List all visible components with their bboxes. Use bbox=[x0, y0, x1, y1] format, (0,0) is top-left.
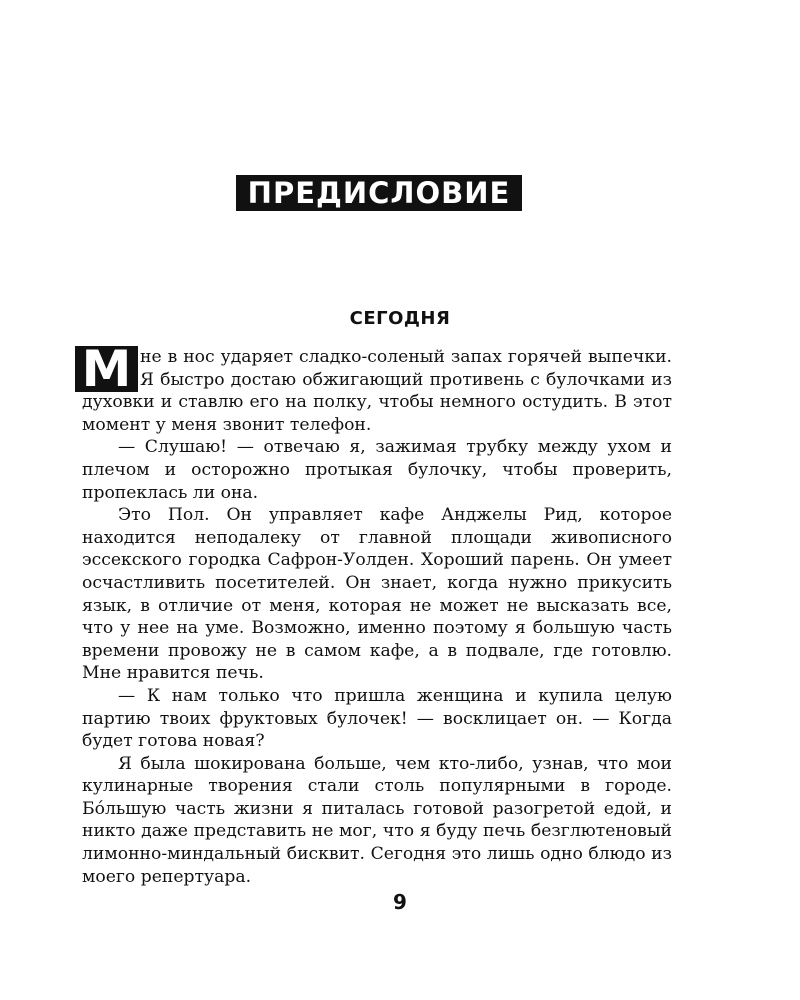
paragraph-2: — Слушаю! — отвечаю я, зажимая трубку между ухом и плечом и осторожно протыкая булочку, чтобы проверить, пропеклась ли она. bbox=[82, 437, 672, 503]
paragraph-4: — К нам только что пришла женщина и купила целую партию твоих фруктовых булочек! — восклицает он. — Когда будет готова новая? bbox=[82, 685, 672, 752]
page-number: 9 bbox=[393, 890, 407, 914]
paragraph-1 bbox=[82, 346, 672, 436]
body-text bbox=[82, 346, 672, 888]
paragraph-5: Я была шокирована больше, чем кто-либо, узнав, что мои кулинарные творения стали столь популярными в городе. Бóльшую часть жизни я питалась готовой разогретой едой, и никто даже представить не мог, что я буду печь безглютеновый лимонно-миндальный бисквит. Сегодня это лишь одно блюдо из моего репертуара. bbox=[82, 753, 672, 887]
paragraph-3: Это Пол. Он управляет кафе Анджелы Рид, которое находится неподалеку от главной площади живописного эссекского городка Сафрон-Уолден. Хороший парень. Он умеет осчастливить посетителей. Он знает, когда нужно прикусить язык, в отличие от меня, которая не может не высказать все, что у нее на уме. Возможно, именно поэтому я большую часть времени провожу не в самом кафе, а в подвале, где готовлю. Мне нравится печь. bbox=[82, 505, 672, 684]
drop-cap: М bbox=[75, 346, 138, 392]
paragraph-1-text: не в нос ударяет сладко-соленый запах горячей выпечки. Я быстро достаю обжигающий противень с булочками из духовки и ставлю его на полку, чтобы немного остудить. В этот момент у меня звонит телефон. bbox=[82, 347, 672, 435]
section-heading: СЕГОДНЯ bbox=[349, 308, 451, 329]
chapter-title: ПРЕДИСЛОВИЕ bbox=[236, 175, 522, 211]
